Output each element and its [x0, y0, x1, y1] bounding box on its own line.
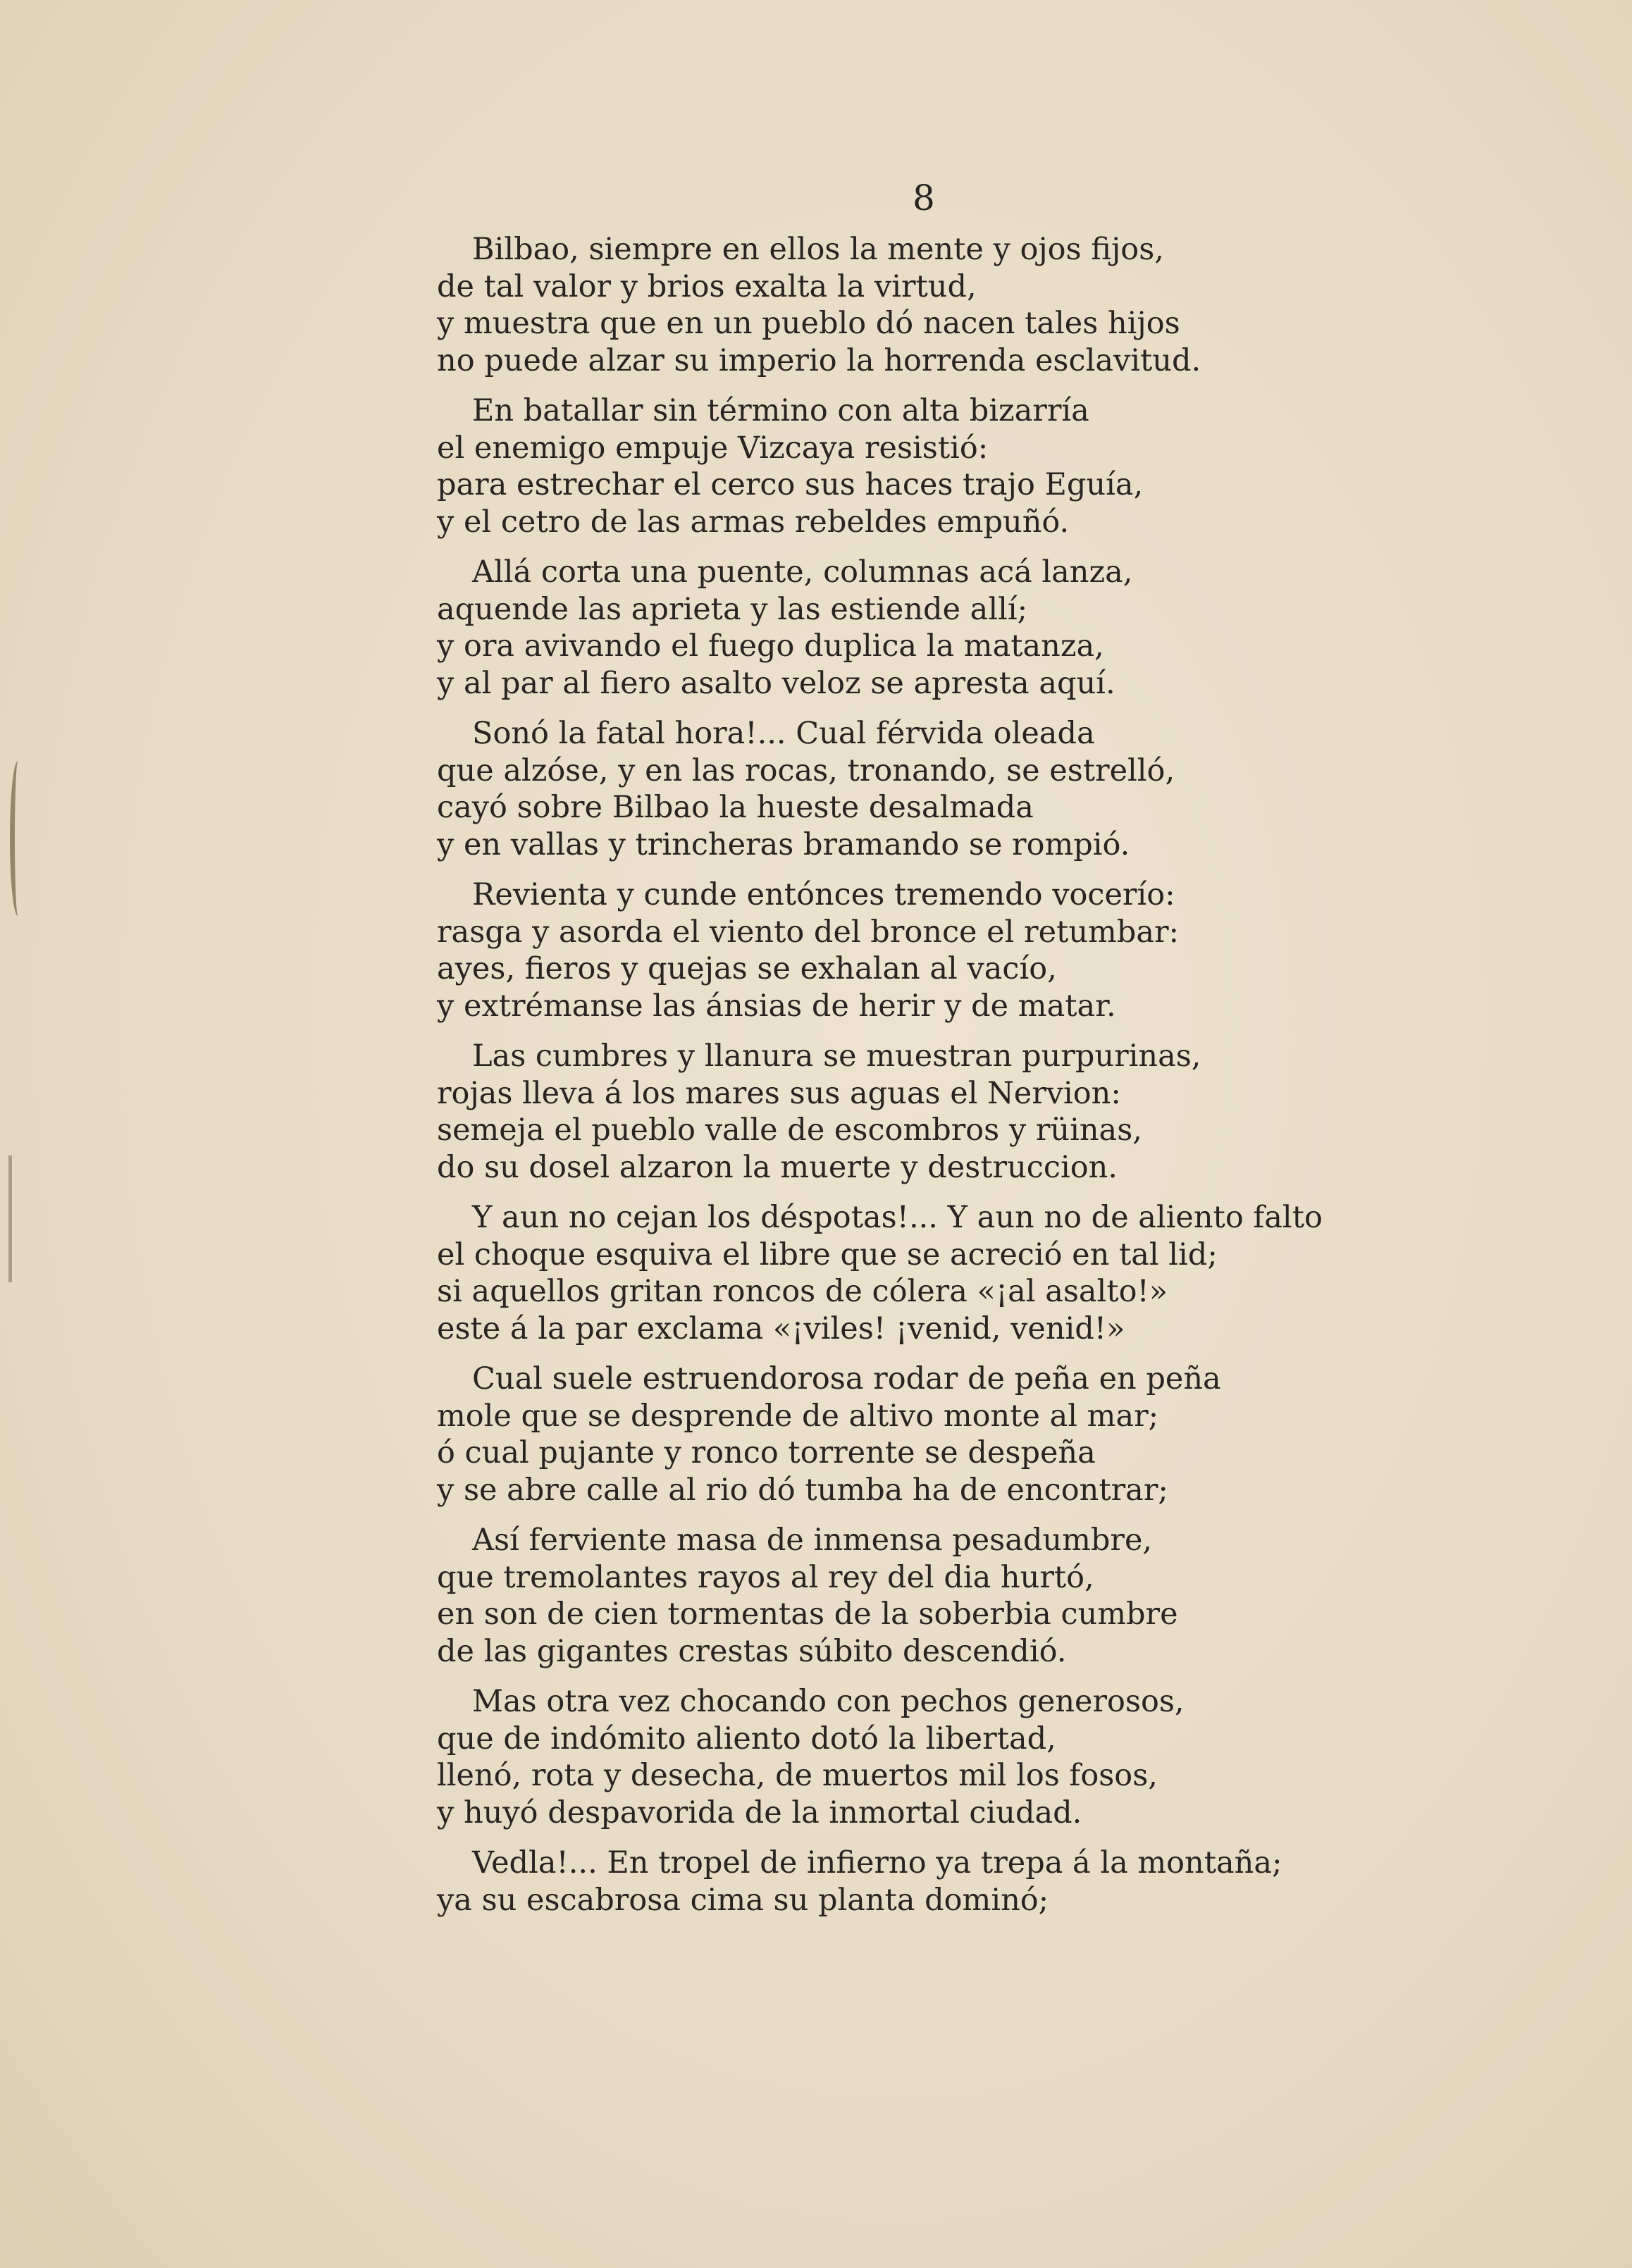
verse-line: Cual suele estruendorosa rodar de peña en peña: [472, 1361, 1221, 1396]
verse-line: Y aun no cejan los déspotas!... Y aun no de aliento falto: [472, 1200, 1323, 1235]
verse-line: si aquellos gritan roncos de cólera «¡al asalto!»: [437, 1274, 1168, 1309]
stanza: [437, 1522, 1423, 1670]
verse-line: el choque esquiva el libre que se acreció en tal lid;: [437, 1237, 1218, 1272]
stanza: [437, 876, 1423, 1024]
stanza: [437, 1361, 1423, 1508]
verse-line: y en vallas y trincheras bramando se rompió.: [437, 826, 1130, 862]
verse-line: rasga y asorda el viento del bronce el retumbar:: [437, 914, 1179, 950]
stanza: [437, 554, 1423, 702]
verse-line: este á la par exclama «¡viles! ¡venid, venid!»: [437, 1310, 1125, 1346]
verse-line: que de indómito aliento dotó la libertad,: [437, 1721, 1056, 1756]
verse-line: Las cumbres y llanura se muestran purpurinas,: [472, 1039, 1201, 1074]
verse-line: llenó, rota y desecha, de muertos mil los fosos,: [437, 1758, 1158, 1793]
page-number: 8: [913, 178, 935, 218]
verse-line: y al par al fiero asalto veloz se apresta aquí.: [437, 665, 1115, 701]
verse-line: Bilbao, siempre en ellos la mente y ojos fijos,: [472, 232, 1164, 267]
verse-line: ó cual pujante y ronco torrente se despeña: [437, 1435, 1096, 1470]
stanza: [437, 1683, 1423, 1831]
verse-line: y ora avivando el fuego duplica la matanza,: [437, 628, 1104, 664]
verse-line: Sonó la fatal hora!... Cual férvida oleada: [472, 716, 1095, 751]
binding-edge-mark: [8, 1155, 19, 1282]
verse-line: el enemigo empuje Vizcaya resistió:: [437, 430, 989, 466]
verse-line: no puede alzar su imperio la horrenda esclavitud.: [437, 342, 1201, 378]
verse-line: mole que se desprende de altivo monte al mar;: [437, 1398, 1159, 1434]
poem-text: [437, 231, 1423, 1932]
verse-line: cayó sobre Bilbao la hueste desalmada: [437, 790, 1034, 825]
verse-line: para estrechar el cerco sus haces trajo Eguía,: [437, 467, 1144, 502]
verse-line: de las gigantes crestas súbito descendió.: [437, 1633, 1067, 1669]
verse-line: y huyó despavorida de la inmortal ciudad.: [437, 1795, 1082, 1830]
verse-line: En batallar sin término con alta bizarría: [472, 393, 1089, 428]
verse-line: rojas lleva á los mares sus aguas el Nervion:: [437, 1075, 1121, 1111]
verse-line: ayes, fieros y quejas se exhalan al vacío,: [437, 951, 1057, 986]
verse-line: y muestra que en un pueblo dó nacen tales hijos: [437, 306, 1180, 341]
stanza: [437, 231, 1423, 379]
stanza: [437, 1199, 1423, 1347]
verse-line: semeja el pueblo valle de escombros y rüinas,: [437, 1113, 1142, 1148]
verse-line: Allá corta una puente, columnas acá lanza,: [472, 554, 1133, 590]
verse-line: ya su escabrosa cima su planta dominó;: [437, 1882, 1049, 1918]
verse-line: aquende las aprieta y las estiende allí;: [437, 591, 1028, 627]
verse-line: Mas otra vez chocando con pechos generosos,: [472, 1684, 1185, 1719]
stanza: [437, 392, 1423, 540]
stanza: [437, 1038, 1423, 1186]
verse-line: de tal valor y brios exalta la virtud,: [437, 268, 977, 304]
verse-line: que tremolantes rayos al rey del dia hurtó,: [437, 1559, 1094, 1595]
verse-line: Revienta y cunde entónces tremendo vocerío:: [472, 877, 1175, 912]
verse-line: que alzóse, y en las rocas, tronando, se estrelló,: [437, 752, 1175, 788]
verse-line: do su dosel alzaron la muerte y destruccion.: [437, 1149, 1118, 1185]
verse-line: y se abre calle al rio dó tumba ha de encontrar;: [437, 1472, 1168, 1508]
stanza: [437, 715, 1423, 863]
verse-line: y el cetro de las armas rebeldes empuñó.: [437, 504, 1070, 540]
verse-line: en son de cien tormentas de la soberbia cumbre: [437, 1597, 1178, 1632]
verse-line: Así ferviente masa de inmensa pesadumbre,: [472, 1523, 1153, 1558]
verse-line: Vedla!... En tropel de infierno ya trepa á la montaña;: [472, 1845, 1282, 1880]
stanza: [437, 1845, 1423, 1919]
binding-edge-mark: [10, 761, 26, 916]
verse-line: y extrémanse las ánsias de herir y de matar.: [437, 988, 1116, 1024]
